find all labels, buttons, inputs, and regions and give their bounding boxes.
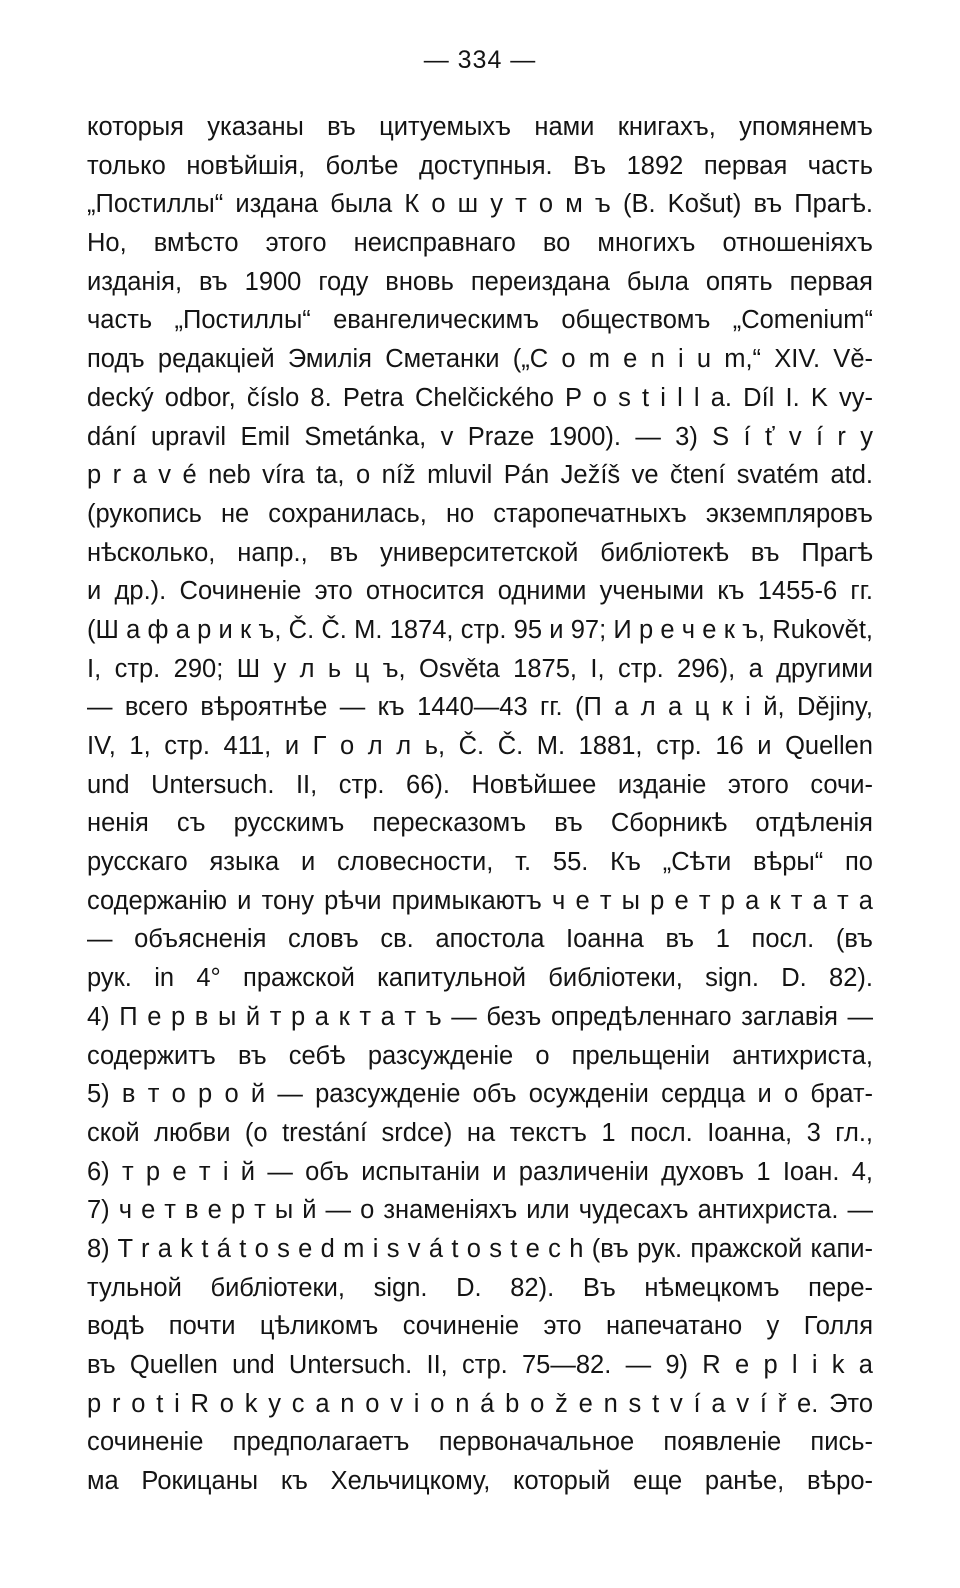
text-line: водѣ почти цѣликомъ сочиненіе это напечатано у Голля <box>87 1312 873 1341</box>
text-line: — всего вѣроятнѣе — къ 1440—43 гг. (П а л а ц к і й, Dějiny, <box>87 693 873 722</box>
text-line: decký odbor, číslo 8. Petra Chelčického P o s t i l l a. Díl I. K vy- <box>87 383 873 412</box>
text-line: IV, 1, стр. 411, и Г о л л ь, Č. Č. M. 1881, стр. 16 и Quellen <box>87 732 873 760</box>
text-line: 4) П е р в ы й т р а к т а т ъ — безъ опредѣленнаго заглавія — <box>87 1002 873 1031</box>
text-line: русскаго языка и словесности, т. 55. Къ „Сѣти вѣры“ по <box>87 848 873 877</box>
text-line: ской любви (o trestání srdce) на текстъ 1 посл. Іоанна, 3 гл., <box>87 1118 873 1147</box>
text-line: часть „Постиллы“ евангелическимъ обществомъ „Comenium“ <box>87 306 873 335</box>
page-number: — 334 — <box>423 46 537 74</box>
text-line: 8) T r a k t á t o s e d m i s v á t o s t e c h (въ рук. пражской капи- <box>87 1234 873 1263</box>
text-line: (рукопись не сохранилась, но старопечатныхъ экземпляровъ <box>87 499 873 528</box>
text-line: и др.). Сочиненіе это относится одними учеными къ 1455-6 гг. <box>87 577 873 606</box>
text-line: 6) т р е т і й — объ испытаніи и различеніи духовъ 1 Іоан. 4, <box>87 1157 873 1186</box>
text-line: ненія съ русскимъ пересказомъ въ Сборникѣ отдѣленія <box>87 809 873 838</box>
text-line: нѣсколько, напр., въ университетской библіотекѣ въ Прагѣ <box>87 538 873 567</box>
text-line: (Ш а ф а р и к ъ, Č. Č. M. 1874, стр. 95 и 97; И р е ч е к ъ, Rukovět, <box>87 615 873 644</box>
text-line: содержанію и тону рѣчи примыкаютъ ч е т ы р е т р а к т а т а <box>87 886 873 915</box>
text-line: сочиненіе предполагаетъ первоначальное появленіе пись- <box>87 1428 873 1457</box>
text-line: рук. in 4° пражской капитульной библіотеки, sign. D. 82). <box>87 964 873 993</box>
text-line: ма Рокицаны къ Хельчицкому, который еще ранѣе, вѣро- <box>87 1467 873 1496</box>
text-line: которыя указаны въ цитуемыхъ нами книгахъ, упомянемъ <box>87 113 873 141</box>
text-line: 5) в т о р о й — разсужденіе объ осужденіи сердца и о брат- <box>87 1080 873 1109</box>
text-line: въ Quellen und Untersuch. II, стр. 75—82. — 9) R e p l i k a <box>87 1351 873 1379</box>
text-line: тульной библіотеки, sign. D. 82). Въ нѣмецкомъ пере- <box>87 1273 873 1302</box>
text-line: содержитъ въ себѣ разсужденіе о прельщеніи антихриста, <box>87 1041 873 1070</box>
text-line: 7) ч е т в е р т ы й — о знаменіяхъ или чудесахъ антихриста. — <box>87 1196 873 1225</box>
body-text <box>87 108 873 1501</box>
text-line: только новѣйшія, болѣе доступныя. Въ 1892 первая часть <box>87 151 873 180</box>
text-line: подъ редакціей Эмилія Сметанки („C o m e n i u m,“ XIV. Vě- <box>87 345 873 374</box>
text-line: — объясненія словъ св. апостола Іоанна въ 1 посл. (въ <box>87 925 873 954</box>
text-line: I, стр. 290; Ш у л ь ц ъ, Osvěta 1875, I, стр. 296), а другими <box>87 654 873 683</box>
text-line: Но, вмѣсто этого неисправнаго во многихъ отношеніяхъ <box>87 229 873 258</box>
text-line: und Untersuch. II, стр. 66). Новѣйшее изданіе этого сочи- <box>87 770 873 799</box>
text-line: p r o t i R o k y c a n o v i o n á b o ž e n s t v í a v í ř e. Это <box>87 1389 873 1418</box>
text-line: p r a v é neb víra ta, o níž mluvil Pán Ježíš ve čtení svatém atd. <box>87 461 873 490</box>
text-line: изданія, въ 1900 году вновь переиздана была опять первая <box>87 267 873 296</box>
text-line: „Постиллы“ издана была К о ш у т о м ъ (B. Košut) въ Прагѣ. <box>87 190 873 219</box>
text-line: dání upravil Emil Smetánka, v Praze 1900). — 3) S í ť v í r y <box>87 422 873 451</box>
